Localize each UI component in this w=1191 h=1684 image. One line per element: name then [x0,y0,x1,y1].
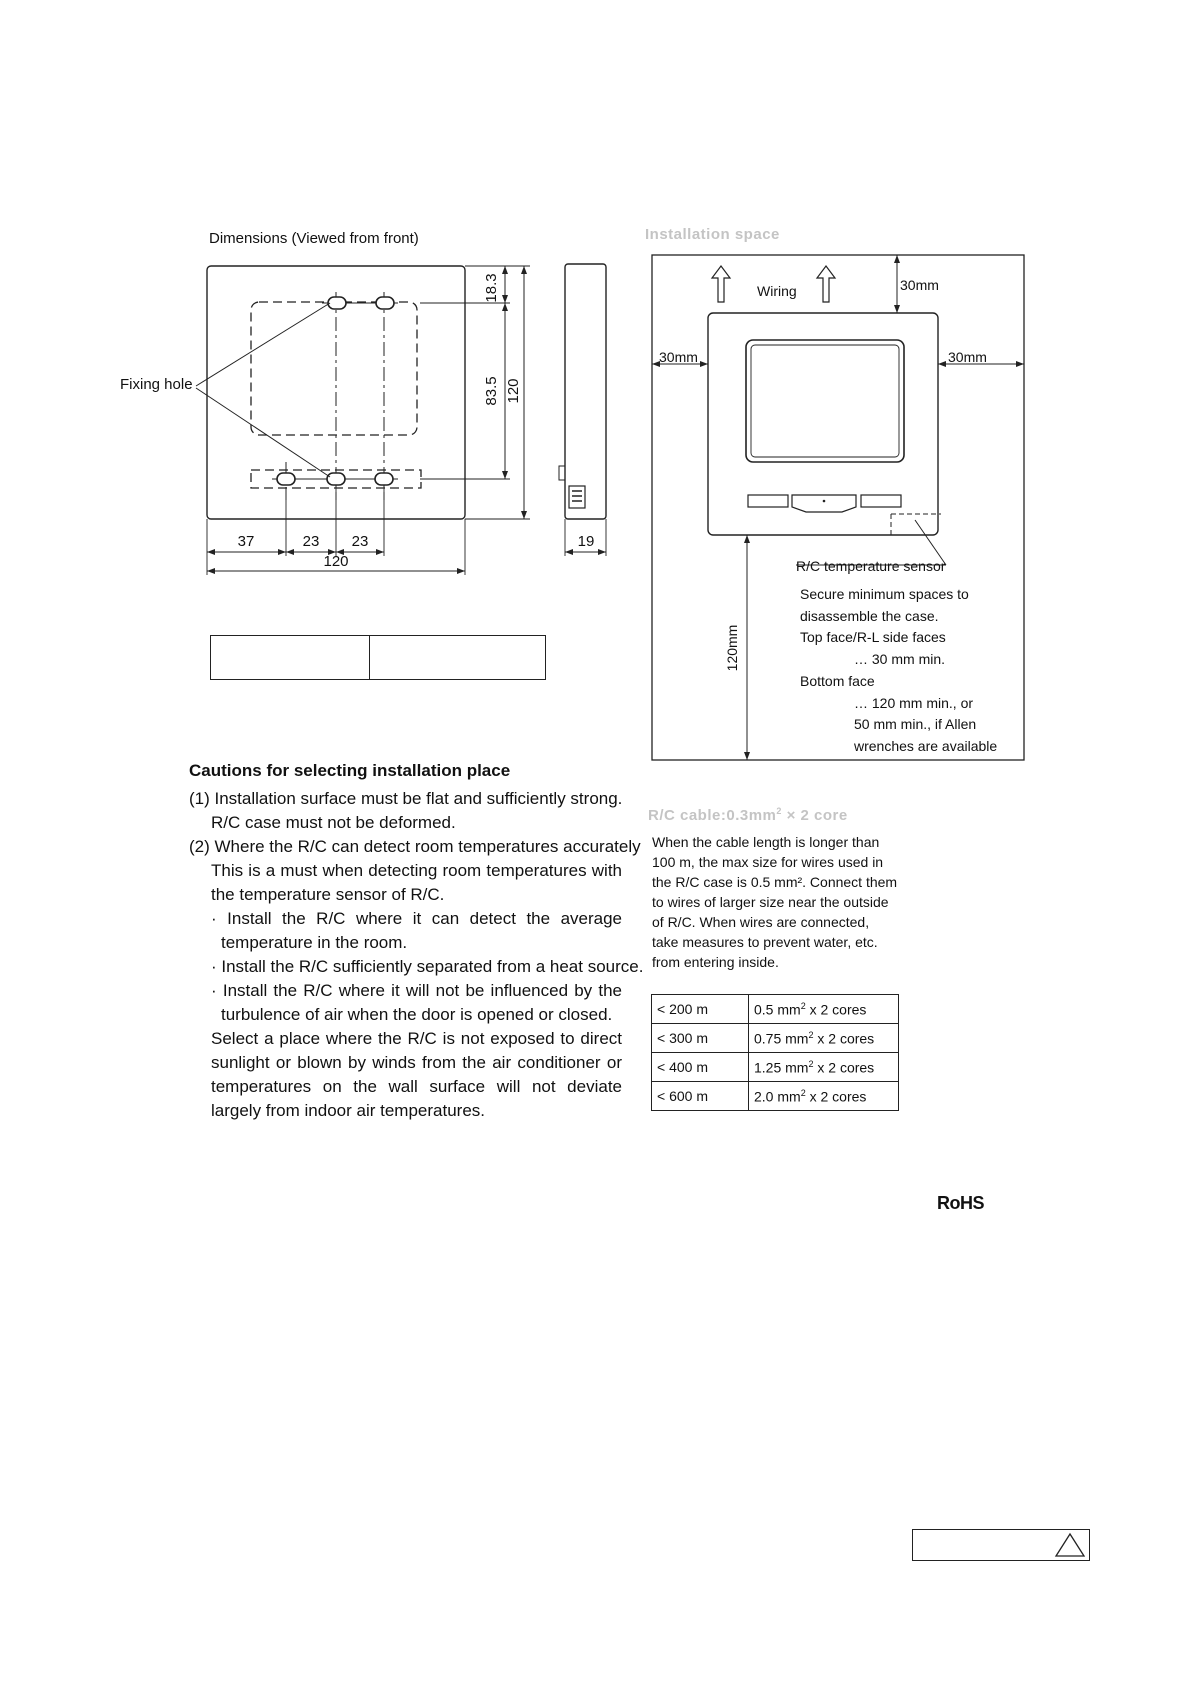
fixing-hole-1 [328,297,346,309]
wire-size: 0.5 $mm^2$ x 2 cores [749,995,899,1024]
wire-length: < 300 m [652,1024,749,1053]
empty-box [210,635,546,680]
cable-title-suffix: × 2 core [781,807,848,824]
cautions-title: Cautions for selecting installation place [189,761,511,780]
installation-notes [800,584,997,758]
cautions-body [189,787,644,1123]
footer-box [912,1529,1090,1561]
dim-top: 18.3 [483,273,500,303]
table-row [652,995,899,1024]
caution-bullet: · Install the R/C where it will not be influenced by the turbulence of air when the door is opened or closed. [211,981,622,1024]
sensor-label: R/C temperature sensor [796,558,946,574]
cable-title [648,806,848,824]
fixing-hole-3 [277,473,295,485]
note-line: 50 mm min., if Allen [854,716,977,733]
cable-note [652,832,898,972]
dim-bottom-mid1: 23 [302,533,320,550]
caution-item2-para: This is a must when detecting room temperatures with the temperature sensor of R/C. [211,861,622,904]
fixing-hole-4 [327,473,345,485]
dimensions-drawing [110,250,630,580]
caution-bullet: · Install the R/C sufficiently separated from a heat source. [211,957,644,976]
note-line: Secure minimum spaces to [800,586,969,602]
dim-height: 120 [505,378,522,404]
dim-bottom-left: 37 [237,533,255,550]
cable-note-text: When the cable length is longer than 100 m, the max size for wires used in the R/C case is 0.5 mm². Connect them to wires of larger size near the outside of R/C. When wires are connected, take measures to prevent water, etc. from entering inside. [652,834,898,970]
fixing-hole-5 [375,473,393,485]
note-line: wrenches are available [854,737,998,754]
caution-item1-line2: R/C case must not be deformed. [211,813,456,832]
dim-hole-spacing: 83.5 [483,376,500,406]
cable-title-sup: 2 [776,806,782,816]
installation-space-title: Installation space [645,226,780,243]
note-line: … 30 mm min. [854,651,946,668]
right-clearance: 30mm [948,349,987,365]
caution-bullet: · Install the R/C where it can detect the average temperature in the room. [211,909,622,952]
fixing-hole-2 [376,297,394,309]
dim-width: 120 [323,553,349,570]
cable-title-prefix: R/C cable:0.3mm [648,807,777,824]
table-row [652,1053,899,1082]
wire-length: < 400 m [652,1053,749,1082]
note-line: … 120 mm min., or [854,694,974,711]
caution-item1-line1: (1) Installation surface must be flat and sufficiently strong. [189,789,623,808]
wire-size: 2.0 $mm^2$ x 2 cores [749,1082,899,1111]
wire-length: < 200 m [652,995,749,1024]
table-row [652,1082,899,1111]
caution-closing-para: Select a place where the R/C is not exposed to direct sunlight or blown by winds from the air conditioner or temperatures on the wall surface will not deviate largely from indoor air temperatures. [211,1029,622,1120]
rohs-logo: RoHS [937,1193,984,1213]
bottom-clearance: 120mm [724,624,740,672]
empty-box-divider [369,636,370,679]
dim-bottom-mid2: 23 [351,533,369,550]
note-line: Top face/R-L side faces [800,629,946,646]
wire-size-table [651,994,899,1111]
dim-depth: 19 [577,533,595,550]
fixing-hole-label: Fixing hole [120,376,193,393]
left-clearance: 30mm [659,349,698,365]
warning-triangle-icon [1054,1532,1086,1558]
wire-size: 1.25 $mm^2$ x 2 cores [749,1053,899,1082]
top-clearance: 30mm [900,277,939,293]
caution-item2-line1: (2) Where the R/C can detect room temperatures accurately [189,837,641,856]
wire-length: < 600 m [652,1082,749,1111]
table-row [652,1024,899,1053]
note-line: Bottom face [800,672,875,689]
wiring-label: Wiring [757,283,797,299]
note-line: disassemble the case. [800,607,939,624]
dimensions-title: Dimensions (Viewed from front) [209,230,419,247]
wire-size: 0.75 $mm^2$ x 2 cores [749,1024,899,1053]
